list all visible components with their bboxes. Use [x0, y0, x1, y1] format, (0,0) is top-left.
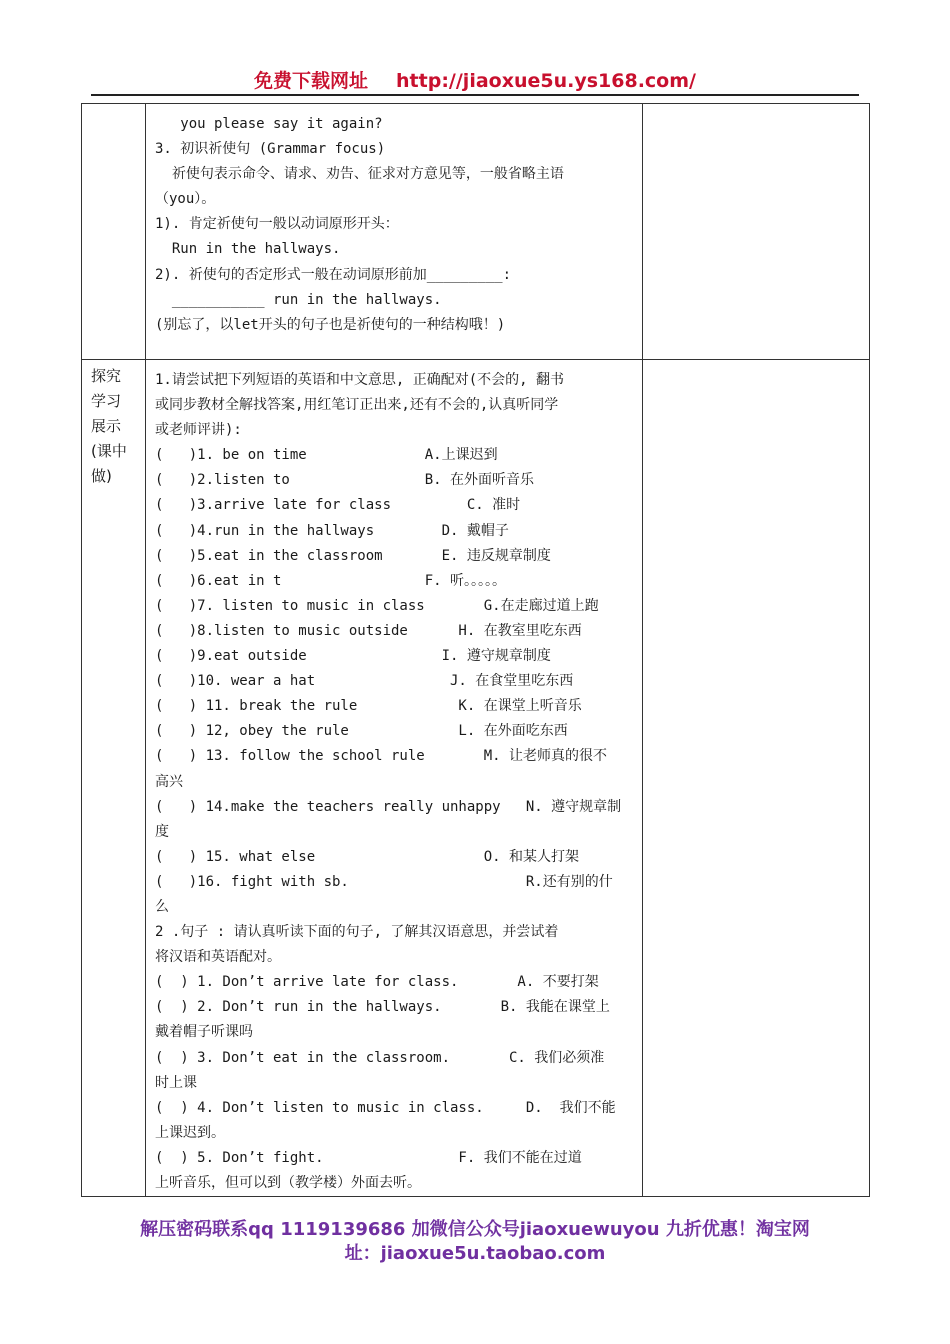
text-line: 度	[155, 823, 169, 840]
section-label-line: 学习	[91, 392, 122, 410]
page-footer	[0, 1218, 950, 1266]
text-line: 么	[155, 898, 169, 915]
section-label-line: 展示	[91, 417, 122, 435]
text-line: ( ) 11. break the rule K. 在课堂上听音乐	[155, 698, 582, 715]
text-line: ( ) 13. follow the school rule M. 让老师真的很不	[155, 748, 608, 765]
text-line: (别忘了，以let开头的句子也是祈使句的一种结构哦！)	[155, 316, 506, 333]
row1-left-cell	[82, 104, 146, 360]
row2-content-cell	[146, 360, 643, 1197]
text-line: 2). 祈使句的否定形式一般在动词原形前加_________:	[155, 266, 512, 283]
table-row-grammar	[82, 104, 870, 360]
text-line: Run in the hallways.	[155, 241, 341, 258]
text-line: ( )7. listen to music in class G.在走廊过道上跑	[155, 597, 599, 614]
text-line: ( )10. wear a hat J. 在食堂里吃东西	[155, 673, 574, 690]
text-line: 时上课	[155, 1074, 197, 1091]
text-line: 上听音乐，但可以到（教学楼）外面去听。	[155, 1175, 421, 1191]
section-label-line: (课中	[91, 442, 127, 460]
text-line: ( )16. fight with sb. R.还有别的什	[155, 873, 613, 890]
row2-left-cell	[82, 360, 146, 1197]
section-label-line: 探究	[91, 367, 122, 385]
row2-notes-cell	[643, 360, 870, 1197]
text-line: 高兴	[155, 773, 183, 790]
text-line: ( ) 3. Don’t eat in the classroom. C. 我们必须准	[155, 1049, 605, 1066]
header-rule	[91, 94, 859, 96]
text-line: 2 .句子 : 请认真听读下面的句子, 了解其汉语意思，并尝试着	[155, 924, 559, 941]
table-row-explore	[82, 360, 870, 1197]
text-line: 或同步教材全解找答案,用红笔订正出来,还有不会的,认真听同学	[155, 397, 559, 414]
row1-notes-cell	[643, 104, 870, 360]
text-line: ( ) 5. Don’t fight. F. 我们不能在过道	[155, 1149, 582, 1166]
row2-lines	[146, 360, 642, 1196]
text-line: ( )2.listen to B. 在外面听音乐	[155, 472, 535, 489]
text-line: 1.请尝试把下列短语的英语和中文意思, 正确配对(不会的, 翻书	[155, 372, 564, 388]
text-line: 1). 肯定祈使句一般以动词原形开头：	[155, 216, 399, 233]
page-header	[0, 66, 950, 93]
text-line: 将汉语和英语配对。	[155, 949, 281, 966]
footer-line-2: 址：jiaoxue5u.taobao.com	[344, 1243, 606, 1264]
row1-content-cell	[146, 104, 643, 360]
section-label	[82, 360, 145, 489]
text-line: ( )3.arrive late for class C. 准时	[155, 497, 521, 514]
text-line: 上课迟到。	[155, 1124, 225, 1141]
text-line: ( )6.eat in t F. 听。。。。。	[155, 572, 507, 589]
text-line: （you）。	[155, 191, 216, 208]
worksheet-table	[81, 103, 870, 1197]
text-line: ( )8.listen to music outside H. 在教室里吃东西	[155, 622, 582, 639]
text-line: ( ) 12, obey the rule L. 在外面吃东西	[155, 723, 568, 740]
text-line: ( )1. be on time A.上课迟到	[155, 447, 498, 464]
text-line: 或老师评讲):	[155, 422, 242, 439]
text-line: ( )5.eat in the classroom E. 违反规章制度	[155, 547, 551, 564]
text-line: 祈使句表示命令、请求、劝告、征求对方意见等，一般省略主语	[155, 166, 564, 183]
text-line: ( )4.run in the hallways D. 戴帽子	[155, 522, 509, 539]
text-line: ( ) 15. what else O. 和某人打架	[155, 848, 580, 865]
footer-line-1: 解压密码联系qq 1119139686 加微信公众号jiaoxuewuyou 九折优惠！淘宝网	[140, 1219, 810, 1240]
text-line: ( ) 2. Don’t run in the hallways. B. 我能在课堂上	[155, 999, 610, 1016]
text-line: ( ) 14.make the teachers really unhappy N. 遵守规章制	[155, 798, 622, 815]
section-label-line: 做)	[91, 467, 112, 485]
text-line: 3. 初识祈使句 (Grammar focus)	[155, 141, 386, 158]
header-url: http://jiaoxue5u.ys168.com/	[396, 70, 696, 92]
text-line: ( )9.eat outside I. 遵守规章制度	[155, 648, 551, 665]
text-line: ( ) 1. Don’t arrive late for class. A. 不要打架	[155, 974, 599, 991]
text-line: you please say it again?	[155, 116, 383, 132]
row1-lines	[146, 104, 642, 338]
text-line: ( ) 4. Don’t listen to music in class. D. 我们不能	[155, 1099, 616, 1116]
text-line: 戴着帽子听课吗	[155, 1024, 253, 1041]
text-line: ___________ run in the hallways.	[155, 291, 442, 308]
header-label: 免费下载网址	[254, 70, 369, 92]
